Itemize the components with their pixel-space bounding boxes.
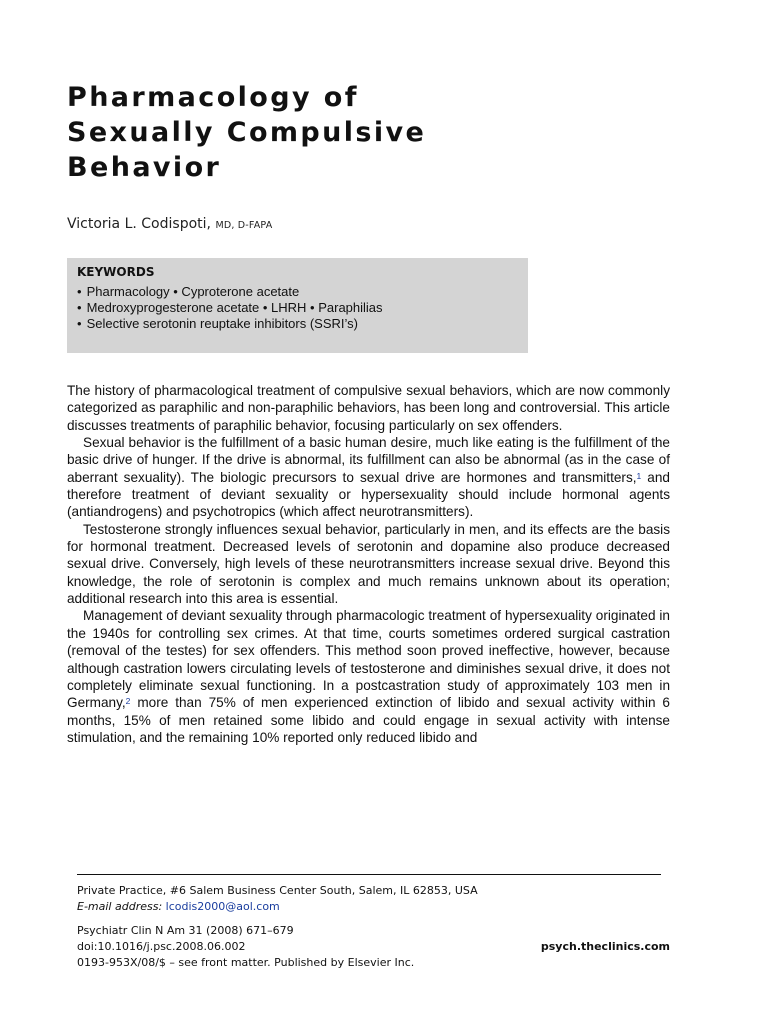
title-line: Pharmacology of: [67, 82, 359, 113]
keywords-heading: KEYWORDS: [77, 265, 155, 279]
paragraph-text: more than 75% of men experienced extinction of libido and sexual activity within 6 months, 15% of men retained some libido and could engage in sexual activity with intense stimulation, and the remaining 10% reported only reduced libido and: [67, 695, 670, 745]
footer-citation: [77, 923, 414, 971]
article-title: [67, 80, 587, 185]
journal-website[interactable]: psych.theclinics.com: [540, 940, 670, 953]
body-paragraph-4: [67, 607, 670, 746]
footer-divider: [77, 874, 661, 875]
body-paragraph-3: Testosterone strongly influences sexual behavior, particularly in men, and its effects are the basis for hormonal treatment. Decreased levels of serotonin and dopamine also produce decreased sexual drive. Conversely, high levels of these neurotransmitters increase sexual drive. Beyond this knowledge, the role of serotonin is complex and much remains unknown about its operation; additional research into this area is essential.: [67, 521, 670, 607]
keyword-line: • Medroxyprogesterone acetate • LHRH • Paraphilias: [77, 300, 518, 316]
keywords-box: [67, 258, 528, 353]
keyword-line: • Pharmacology • Cyproterone acetate: [77, 284, 518, 300]
paragraph-text: Sexual behavior is the fulfillment of a basic human desire, much like eating is the fulfillment of the basic drive of hunger. If the drive is abnormal, its fulfillment can also be abnormal (as in the case of aberrant sexuality). The biologic precursors to sexual drive are hormones and transmitters,: [67, 435, 670, 485]
email-label: E-mail address:: [77, 900, 163, 913]
title-line: Behavior: [67, 152, 222, 183]
keywords-list: [77, 284, 518, 333]
email-link[interactable]: lcodis2000@aol.com: [165, 900, 280, 913]
keyword-line: • Selective serotonin reuptake inhibitors (SSRI’s): [77, 316, 518, 332]
citation-line: Psychiatr Clin N Am 31 (2008) 671–679: [77, 924, 294, 937]
body-paragraph-2: [67, 434, 670, 521]
paragraph-text: Management of deviant sexuality through pharmacologic treatment of hypersexuality originated in the 1940s for controlling sex crimes. At that time, courts sometimes ordered surgical castration (removal of the testes) for sex offenders. This method soon proved ineffective, however, because although castration lowers circulating levels of testosterone and diminishes sexual drive, it does not completely eliminate sexual functioning. In a postcastration study of approximately 103 men in Germany,: [67, 608, 670, 711]
reference-link-1[interactable]: 1: [636, 470, 642, 481]
email-line: [77, 899, 478, 915]
footer-affiliation: [77, 883, 478, 915]
paragraph-text: and therefore treatment of deviant sexuality or hypersexuality should include hormonal agents (antiandrogens) and psychotropics (which affect neurotransmitters).: [67, 469, 670, 520]
title-line: Sexually Compulsive: [67, 117, 427, 148]
author-byline: [67, 216, 272, 232]
body-paragraph-1: The history of pharmacological treatment of compulsive sexual behaviors, which are now commonly categorized as paraphilic and non-paraphilic behaviors, has been long and controversial. This article discusses treatments of paraphilic behavior, focusing particularly on sex offenders.: [67, 383, 670, 433]
citation-line: 0193-953X/08/$ – see front matter. Published by Elsevier Inc.: [77, 956, 415, 969]
doi-line[interactable]: doi:10.1016/j.psc.2008.06.002: [77, 940, 246, 953]
affiliation-text: Private Practice, #6 Salem Business Center South, Salem, IL 62853, USA: [77, 884, 478, 897]
reference-link-2[interactable]: 2: [125, 696, 131, 707]
author-name: Victoria L. Codispoti,: [67, 216, 211, 232]
author-credentials: MD, D-FAPA: [215, 220, 273, 231]
article-body: [67, 382, 670, 746]
